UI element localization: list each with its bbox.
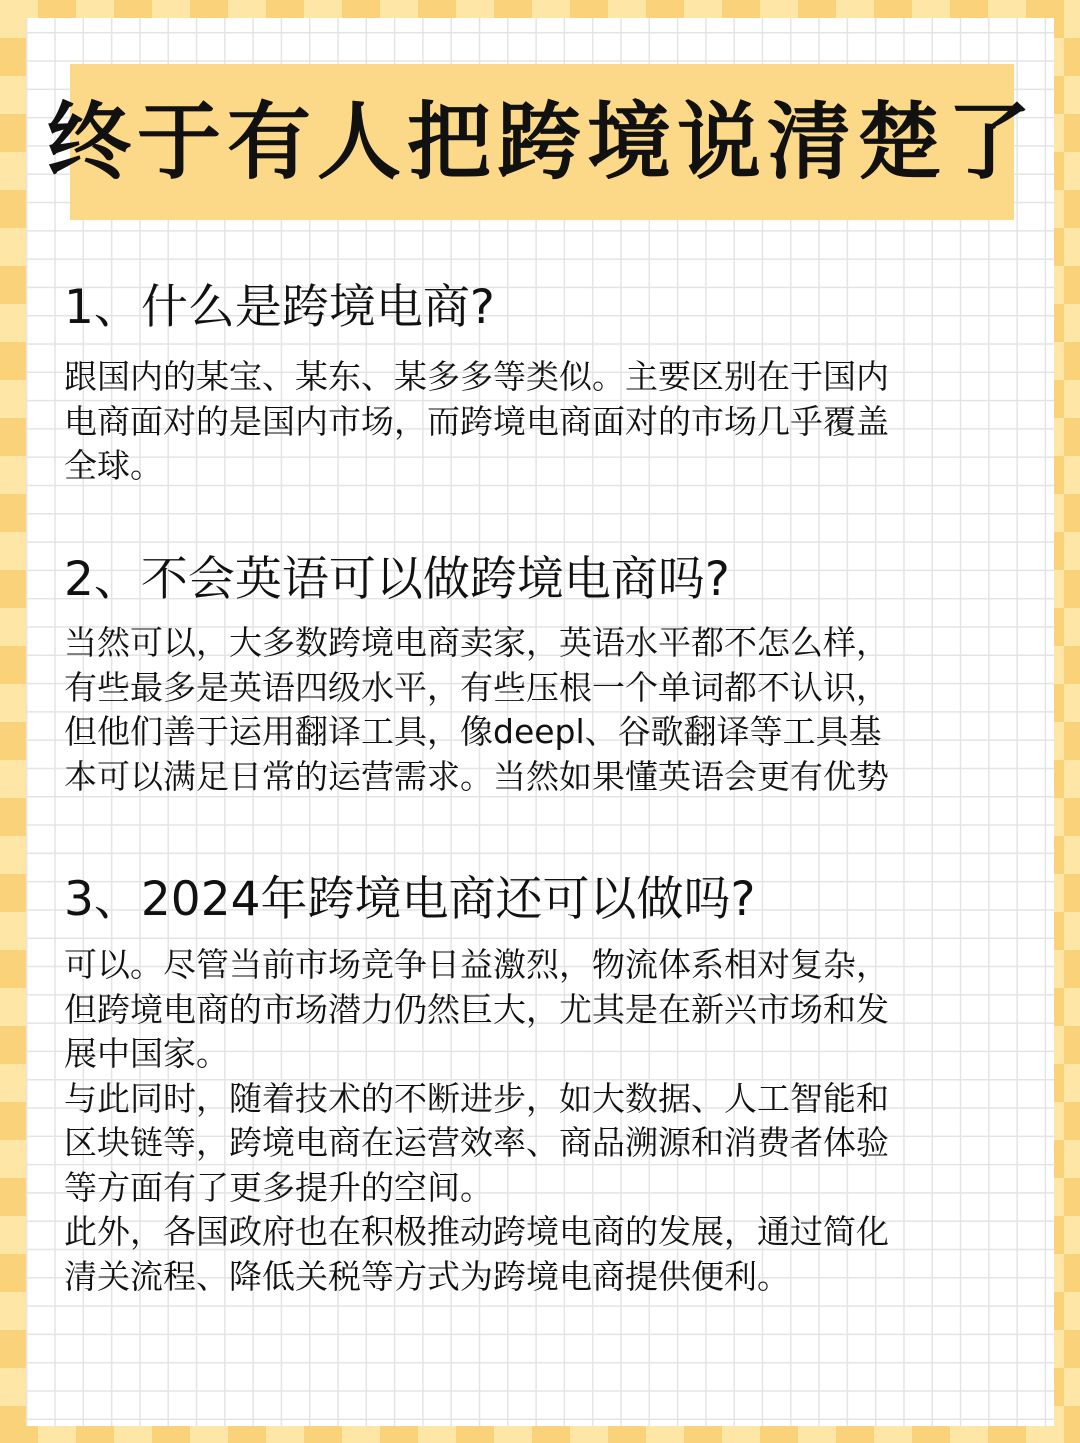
section-what-is-cross-border xyxy=(64,280,964,489)
body-line: 当然可以，大多数跨境电商卖家，英语水平都不怎么样， xyxy=(64,623,889,662)
section-heading: 1、什么是跨境电商? xyxy=(64,280,495,335)
body-line: 跟国内的某宝、某东、某多多等类似。主要区别在于国内 xyxy=(64,357,889,396)
body-line: 可以。尽管当前市场竞争日益激烈，物流体系相对复杂， xyxy=(64,945,889,984)
section-body xyxy=(64,355,964,489)
section-heading: 3、2024年跨境电商还可以做吗? xyxy=(64,872,756,927)
section-no-english xyxy=(64,552,964,799)
body-line: 等方面有了更多提升的空间。 xyxy=(64,1167,493,1207)
body-line: 区块链等，跨境电商在运营效率、商品溯源和消费者体验 xyxy=(64,1123,889,1162)
body-line: 与此同时，随着技术的不断进步，如大数据、人工智能和 xyxy=(64,1078,889,1118)
body-line: 展中国家。 xyxy=(64,1034,229,1073)
body-line: 有些最多是英语四级水平，有些压根一个单词都不认识， xyxy=(64,667,889,707)
body-line: 但跨境电商的市场潜力仍然巨大，尤其是在新兴市场和发 xyxy=(64,989,889,1029)
body-line: 但他们善于运用翻译工具，像deepl、谷歌翻译等工具基 xyxy=(64,712,882,751)
body-line: 本可以满足日常的运营需求。当然如果懂英语会更有优势 xyxy=(64,756,889,796)
page-title: 终于有人把跨境说清楚了 xyxy=(47,93,1038,191)
section-heading: 2、不会英语可以做跨境电商吗? xyxy=(64,552,730,607)
title-banner xyxy=(47,64,1038,220)
section-body xyxy=(64,621,964,799)
section-2024-outlook xyxy=(64,872,964,1299)
section-body xyxy=(64,943,964,1299)
body-line: 此外，各国政府也在积极推动跨境电商的发展，通过简化 xyxy=(64,1212,889,1251)
body-line: 电商面对的是国内市场，而跨境电商面对的市场几乎覆盖 xyxy=(64,401,889,441)
body-line: 清关流程、降低关税等方式为跨境电商提供便利。 xyxy=(64,1256,790,1296)
body-line: 全球。 xyxy=(64,446,163,485)
